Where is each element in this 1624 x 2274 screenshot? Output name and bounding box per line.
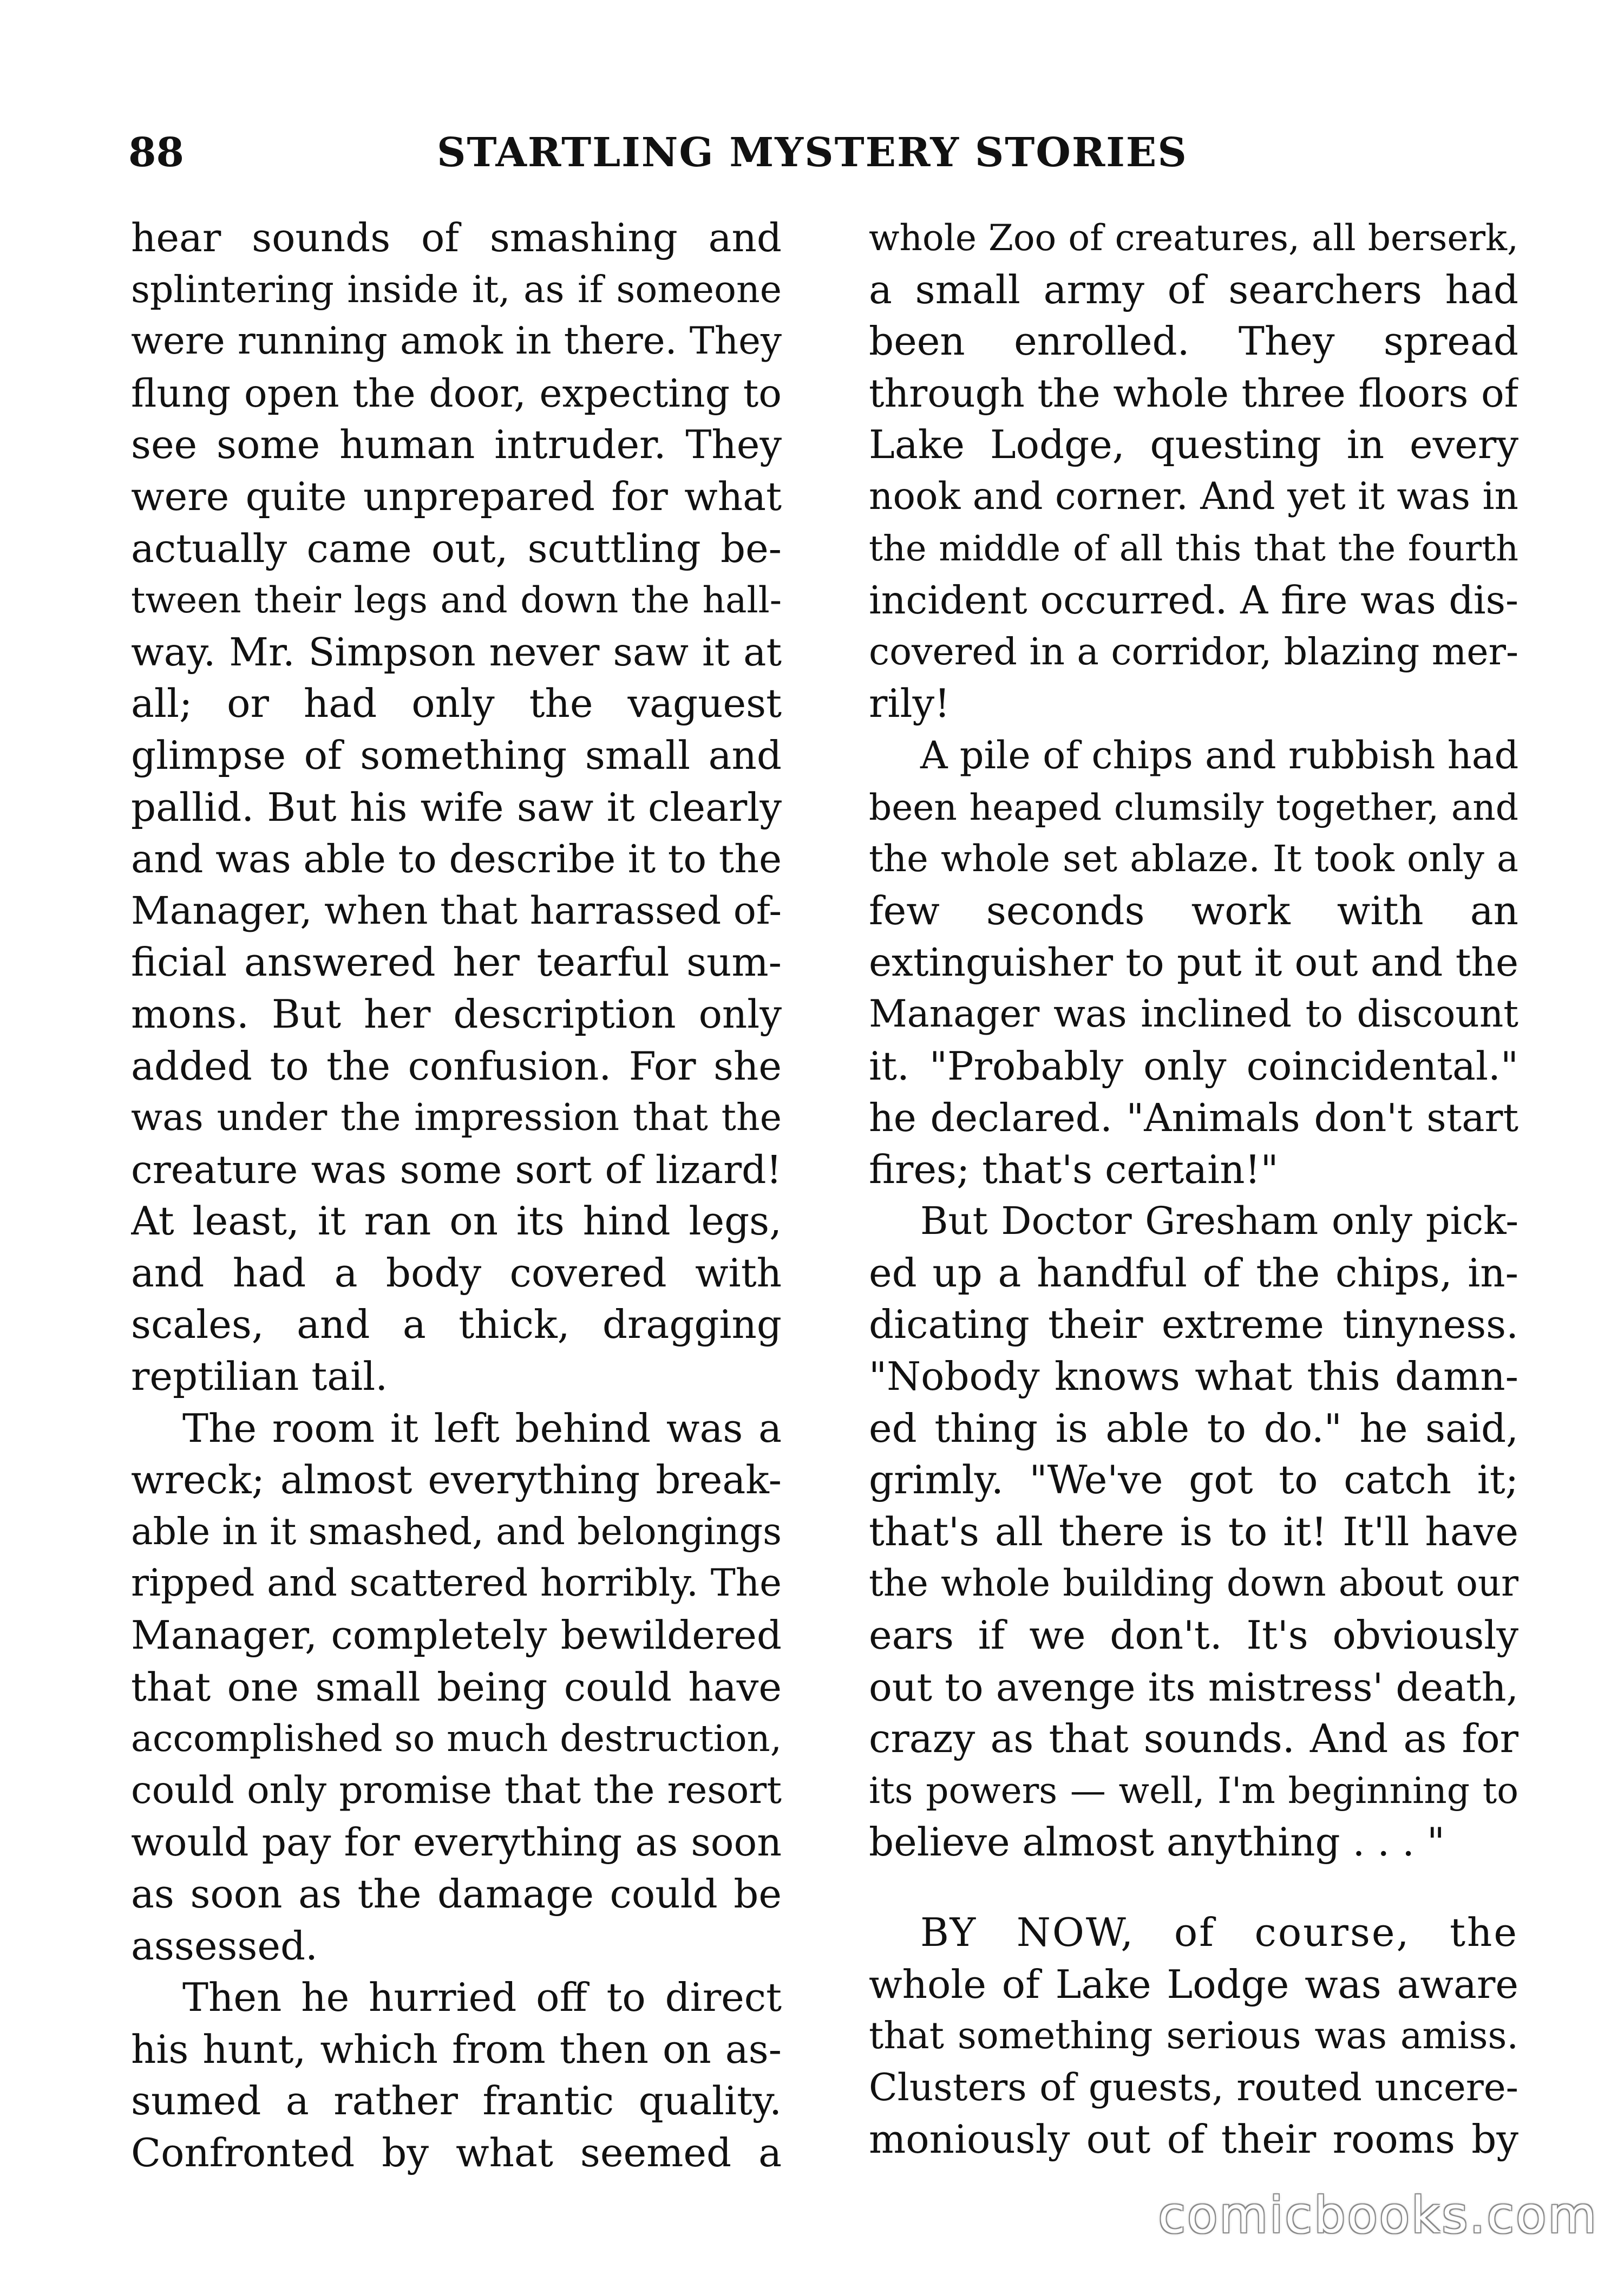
text-line: were running amok in there. They <box>131 319 782 363</box>
text-line: "Nobody knows what this damn- <box>869 1354 1518 1400</box>
text-line: the middle of all this that the fourth <box>869 528 1518 569</box>
section-start-line: BY NOW, of course, the <box>920 1910 1518 1955</box>
text-line: he declared. "Animals don't start <box>869 1095 1518 1141</box>
text-line: ed up a handful of the chips, in- <box>869 1250 1518 1296</box>
text-line: that one small being could have <box>131 1664 782 1710</box>
text-line: would pay for everything as soon <box>131 1820 782 1865</box>
right-column <box>869 212 1518 2166</box>
text-line: believe almost anything . . . " <box>869 1819 1445 1865</box>
text-line: moniously out of their rooms by <box>869 2116 1518 2162</box>
watermark: comicbooks.com <box>1158 2186 1598 2244</box>
text-line: At least, it ran on its hind legs, <box>131 1198 782 1244</box>
text-line: been enrolled. They spread <box>869 318 1518 364</box>
text-line: able in it smashed, and belongings <box>131 1510 782 1553</box>
text-line: Manager was inclined to discount <box>869 992 1518 1036</box>
page-header <box>128 126 1503 191</box>
text-line: crazy as that sounds. And as for <box>869 1716 1518 1762</box>
text-line: that something serious was amiss. <box>869 2015 1518 2058</box>
text-line: were quite unprepared for what <box>131 473 782 519</box>
text-line: its powers — well, I'm beginning to <box>869 1769 1518 1812</box>
text-line: Confronted by what seemed a <box>131 2129 782 2175</box>
text-line: glimpse of something small and <box>131 732 782 778</box>
text-line: pallid. But his wife saw it clearly <box>131 784 782 830</box>
text-line: out to avenge its mistress' death, <box>869 1664 1518 1710</box>
text-line: rily! <box>869 681 951 727</box>
running-title: STARTLING MYSTERY STORIES <box>437 129 1188 176</box>
text-line: whole Zoo of creatures, all berserk, <box>869 217 1518 259</box>
text-line: all; or had only the vaguest <box>131 681 782 727</box>
text-line: creature was some sort of lizard! <box>131 1147 782 1192</box>
text-line: been heaped clumsily together, and <box>869 786 1518 828</box>
text-line: hear sounds of smashing and <box>131 215 782 260</box>
text-line: the whole building down about our <box>869 1562 1518 1605</box>
paragraph-start-line: But Doctor Gresham only pick- <box>920 1199 1518 1244</box>
text-line: and had a body covered with <box>131 1250 782 1296</box>
text-line: way. Mr. Simpson never saw it at <box>131 629 782 675</box>
text-line: Lake Lodge, questing in every <box>869 422 1518 468</box>
text-line: flung open the door, expecting to <box>131 370 782 416</box>
text-line: the whole set ablaze. It took only a <box>869 838 1518 880</box>
text-line: few seconds work with an <box>869 887 1518 933</box>
text-line: incident occurred. A fire was dis- <box>869 578 1518 623</box>
text-line: that's all there is to it! It'll have <box>869 1508 1518 1554</box>
text-line: whole of Lake Lodge was aware <box>869 1961 1518 2007</box>
paragraph-start-line: The room it left behind was a <box>182 1405 782 1451</box>
text-line: mons. But her description only <box>131 991 782 1037</box>
text-line: scales, and a thick, dragging <box>131 1302 782 1348</box>
text-line: his hunt, which from then on as- <box>131 2026 782 2072</box>
text-line: accomplished so much destruction, <box>131 1717 782 1760</box>
text-line: see some human intruder. They <box>131 422 782 468</box>
text-line: grimly. "We've got to catch it; <box>869 1457 1518 1503</box>
text-line: reptilian tail. <box>131 1354 388 1400</box>
text-line: tween their legs and down the hall- <box>131 579 782 622</box>
text-line: assessed. <box>131 1923 318 1969</box>
text-line: ears if we don't. It's obviously <box>869 1612 1518 1658</box>
text-line: it. "Probably only coincidental." <box>869 1043 1518 1089</box>
text-line: covered in a corridor, blazing mer- <box>869 630 1518 674</box>
paragraph-start-line: A pile of chips and rubbish had <box>920 733 1518 777</box>
text-line: splintering inside it, as if someone <box>131 268 782 311</box>
text-line: dicating their extreme tinyness. <box>869 1302 1518 1348</box>
text-line: actually came out, scuttling be- <box>131 525 782 571</box>
text-line: nook and corner. And yet it was in <box>869 474 1518 518</box>
text-line: as soon as the damage could be <box>131 1871 782 1917</box>
paragraph-start-line: Then he hurried off to direct <box>182 1975 782 2021</box>
text-line: sumed a rather frantic quality. <box>131 2078 782 2124</box>
text-line: a small army of searchers had <box>869 266 1518 312</box>
text-line: wreck; almost everything break- <box>131 1457 782 1503</box>
text-line: could only promise that the resort <box>131 1768 782 1812</box>
text-line: fires; that's certain!" <box>869 1146 1279 1192</box>
text-line: and was able to describe it to the <box>131 837 782 882</box>
page-number: 88 <box>128 129 184 176</box>
text-line: ripped and scattered horribly. The <box>131 1561 782 1605</box>
text-line: Clusters of guests, routed uncere- <box>869 2066 1518 2109</box>
text-line: Manager, completely bewildered <box>131 1612 782 1658</box>
text-line: ficial answered her tearful sum- <box>131 939 782 985</box>
text-line: Manager, when that harrassed of- <box>131 888 782 933</box>
text-line: added to the confusion. For she <box>131 1043 782 1089</box>
text-line: was under the impression that the <box>131 1096 782 1140</box>
left-column <box>131 212 782 2179</box>
text-line: ed thing is able to do." he said, <box>869 1405 1518 1451</box>
text-line: extinguisher to put it out and the <box>869 940 1518 985</box>
text-line: through the whole three floors of <box>869 370 1518 416</box>
